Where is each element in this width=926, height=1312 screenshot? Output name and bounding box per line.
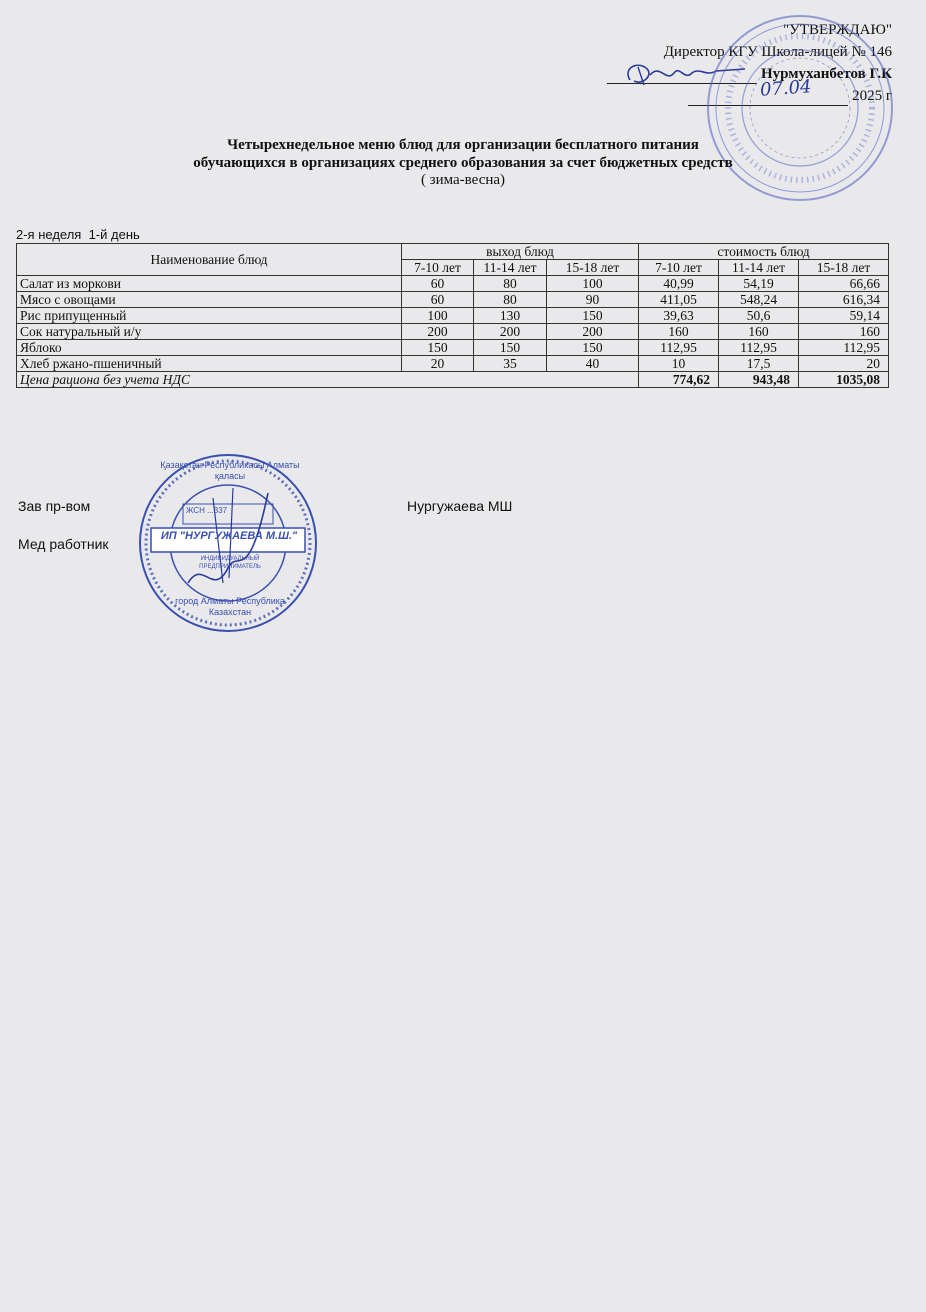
approval-year: 2025 г <box>852 88 892 104</box>
stamp-outer-bottom: город Алматы Республика Казахстан <box>175 596 285 617</box>
col-header-name: Наименование блюд <box>17 244 402 276</box>
cost-cell: 548,24 <box>719 292 799 308</box>
col-group-output: выход блюд <box>402 244 639 260</box>
approval-position: Директор КГУ Школа-лицей № 146 <box>663 44 892 60</box>
dish-name: Яблоко <box>17 340 402 356</box>
stamp-iin-value: ...337 <box>207 506 228 515</box>
table-row <box>17 308 889 324</box>
cost-cell: 112,95 <box>799 340 889 356</box>
output-cell: 20 <box>402 356 474 372</box>
col-header-age: 15-18 лет <box>799 260 889 276</box>
production-head-label: Зав пр-вом <box>18 498 91 514</box>
stamp-iin <box>186 506 227 515</box>
dish-name: Хлеб ржано-пшеничный <box>17 356 402 372</box>
cost-cell: 66,66 <box>799 276 889 292</box>
col-header-age: 11-14 лет <box>474 260 547 276</box>
col-header-age: 15-18 лет <box>547 260 639 276</box>
dish-name: Салат из моркови <box>17 276 402 292</box>
stamp-iin-label: ЖСН <box>186 506 205 515</box>
output-cell: 200 <box>547 324 639 340</box>
output-cell: 130 <box>474 308 547 324</box>
week-day-label: 2-я неделя 1-й день <box>16 227 140 242</box>
cost-cell: 59,14 <box>799 308 889 324</box>
output-cell: 200 <box>402 324 474 340</box>
menu-table <box>16 243 889 388</box>
menu-season: ( зима-весна) <box>420 172 506 188</box>
output-cell: 150 <box>474 340 547 356</box>
cost-cell: 17,5 <box>719 356 799 372</box>
output-cell: 100 <box>402 308 474 324</box>
output-cell: 80 <box>474 292 547 308</box>
cost-cell: 160 <box>639 324 719 340</box>
cost-cell: 40,99 <box>639 276 719 292</box>
table-row <box>17 356 889 372</box>
menu-title-line1: Четырехнедельное меню блюд для организации бесплатного питания <box>227 137 699 153</box>
cost-cell: 160 <box>719 324 799 340</box>
col-group-cost: стоимость блюд <box>639 244 889 260</box>
cost-cell: 411,05 <box>639 292 719 308</box>
total-cell: 774,62 <box>639 372 719 388</box>
table-row <box>17 276 889 292</box>
output-cell: 40 <box>547 356 639 372</box>
stamp-outer-top: Қазақстан Республикасы Алматы қаласы <box>160 460 300 481</box>
medic-label: Мед работник <box>18 536 109 552</box>
stamp-sub: ИНДИВИДУАЛЬНЫЙ ПРЕДПРИНИМАТЕЛЬ <box>199 556 261 570</box>
cost-cell: 160 <box>799 324 889 340</box>
output-cell: 150 <box>547 308 639 324</box>
cost-cell: 50,6 <box>719 308 799 324</box>
col-header-age: 11-14 лет <box>719 260 799 276</box>
cost-cell: 39,63 <box>639 308 719 324</box>
total-label: Цена рациона без учета НДС <box>17 372 639 388</box>
cost-cell: 112,95 <box>719 340 799 356</box>
output-cell: 60 <box>402 292 474 308</box>
handwritten-date: 07.04 <box>759 76 813 101</box>
output-cell: 150 <box>547 340 639 356</box>
menu-title-line2: обучающихся в организациях среднего образования за счет бюджетных средств <box>193 155 733 171</box>
cost-cell: 20 <box>799 356 889 372</box>
output-cell: 150 <box>402 340 474 356</box>
output-cell: 80 <box>474 276 547 292</box>
dish-name: Мясо с овощами <box>17 292 402 308</box>
dish-name: Сок натуральный и/у <box>17 324 402 340</box>
production-head-name: Нургужаева МШ <box>407 498 513 514</box>
cost-cell: 10 <box>639 356 719 372</box>
table-row <box>17 340 889 356</box>
output-cell: 200 <box>474 324 547 340</box>
total-row <box>17 372 889 388</box>
output-cell: 100 <box>547 276 639 292</box>
col-header-age: 7-10 лет <box>402 260 474 276</box>
total-cell: 1035,08 <box>799 372 889 388</box>
total-cell: 943,48 <box>719 372 799 388</box>
col-header-age: 7-10 лет <box>639 260 719 276</box>
approval-name: Нурмуханбетов Г.К <box>760 66 892 82</box>
dish-name: Рис припущенный <box>17 308 402 324</box>
cost-cell: 616,34 <box>799 292 889 308</box>
output-cell: 60 <box>402 276 474 292</box>
table-row <box>17 324 889 340</box>
output-cell: 35 <box>474 356 547 372</box>
table-row <box>17 292 889 308</box>
approval-heading: "УТВЕРЖДАЮ" <box>783 22 892 38</box>
cost-cell: 54,19 <box>719 276 799 292</box>
output-cell: 90 <box>547 292 639 308</box>
stamp-center-name: ИП "НУРГУЖАЕВА М.Ш." <box>160 530 298 542</box>
cost-cell: 112,95 <box>639 340 719 356</box>
table-header-row <box>17 244 889 260</box>
